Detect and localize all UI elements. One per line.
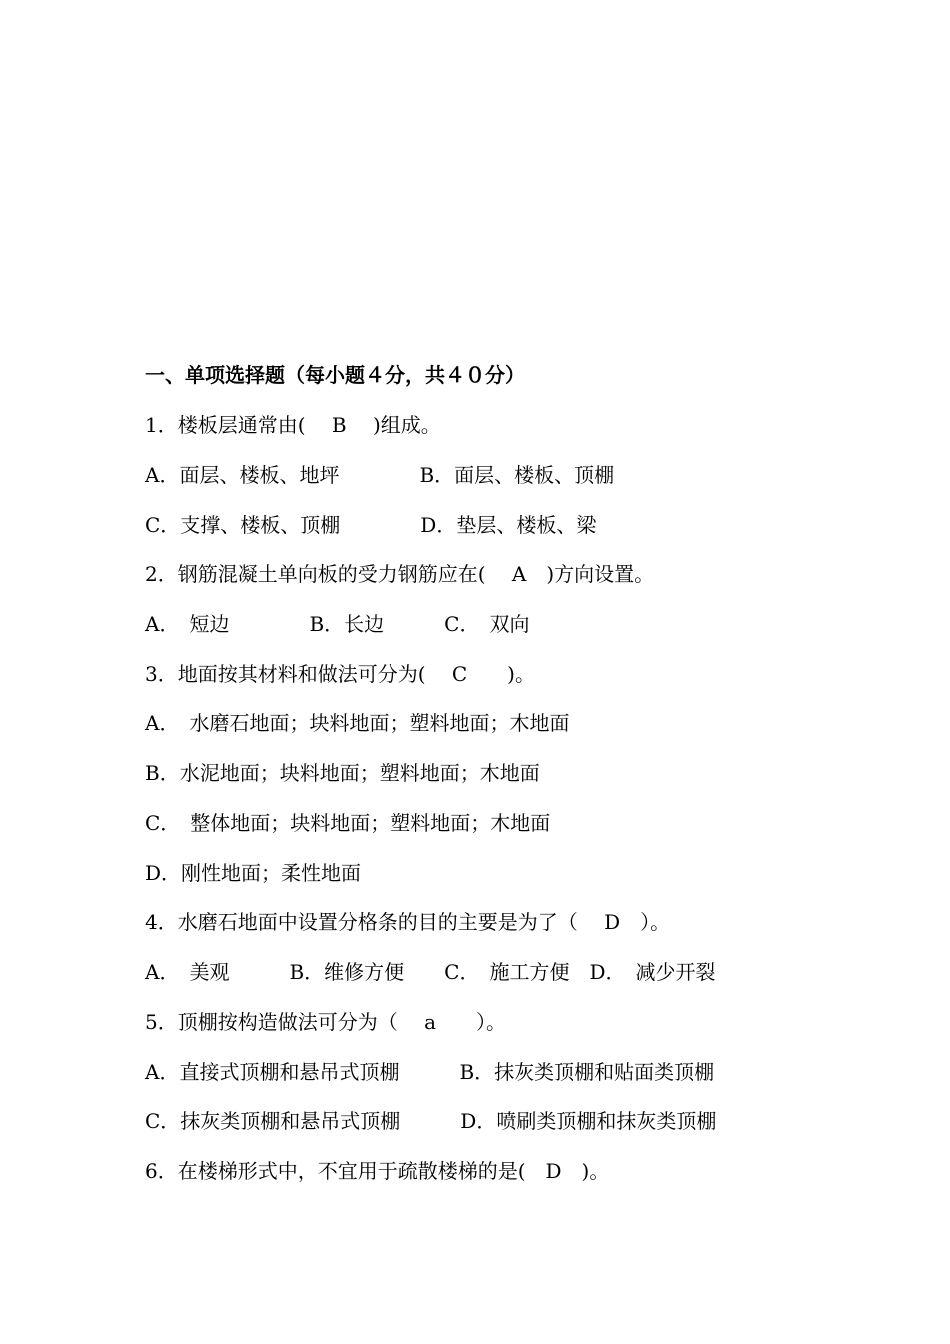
- question-3-option-a: A． 水磨石地面；块料地面；塑料地面；木地面: [145, 711, 570, 735]
- question-4: 4．水磨石地面中设置分格条的目的主要是为了（ D ）。: [145, 910, 671, 934]
- question-3-option-b: B．水泥地面；块料地面；塑料地面；木地面: [145, 761, 540, 785]
- question-3-option-d: D．刚性地面；柔性地面: [145, 861, 362, 885]
- question-5-options-ab: A．直接式顶棚和悬吊式顶棚 B．抹灰类顶棚和贴面类顶棚: [145, 1060, 715, 1084]
- section-title: 一、单项选择题（每小题４分，共４０分）: [145, 363, 525, 387]
- question-2: 2．钢筋混凝土单向板的受力钢筋应在( A )方向设置。: [145, 562, 655, 586]
- question-2-options: A． 短边 B．长边 C． 双向: [145, 612, 530, 636]
- question-5: 5．顶棚按构造做法可分为（ a ）。: [145, 1010, 507, 1034]
- question-1-options-cd: C．支撑、楼板、顶棚 D．垫层、楼板、梁: [145, 513, 597, 537]
- question-1-options-ab: A．面层、楼板、地坪 B．面层、楼板、顶棚: [145, 463, 615, 487]
- question-4-options: A． 美观 B．维修方便 C． 施工方便 D． 减少开裂: [145, 960, 716, 984]
- question-3: 3．地面按其材料和做法可分为( C )。: [145, 662, 535, 686]
- question-5-options-cd: C．抹灰类顶棚和悬吊式顶棚 D．喷刷类顶棚和抹灰类顶棚: [145, 1109, 717, 1133]
- question-1: 1．楼板层通常由( B )组成。: [145, 413, 441, 437]
- question-6: 6．在楼梯形式中，不宜用于疏散楼梯的是( D )。: [145, 1159, 610, 1183]
- question-3-option-c: C． 整体地面；块料地面；塑料地面；木地面: [145, 811, 551, 835]
